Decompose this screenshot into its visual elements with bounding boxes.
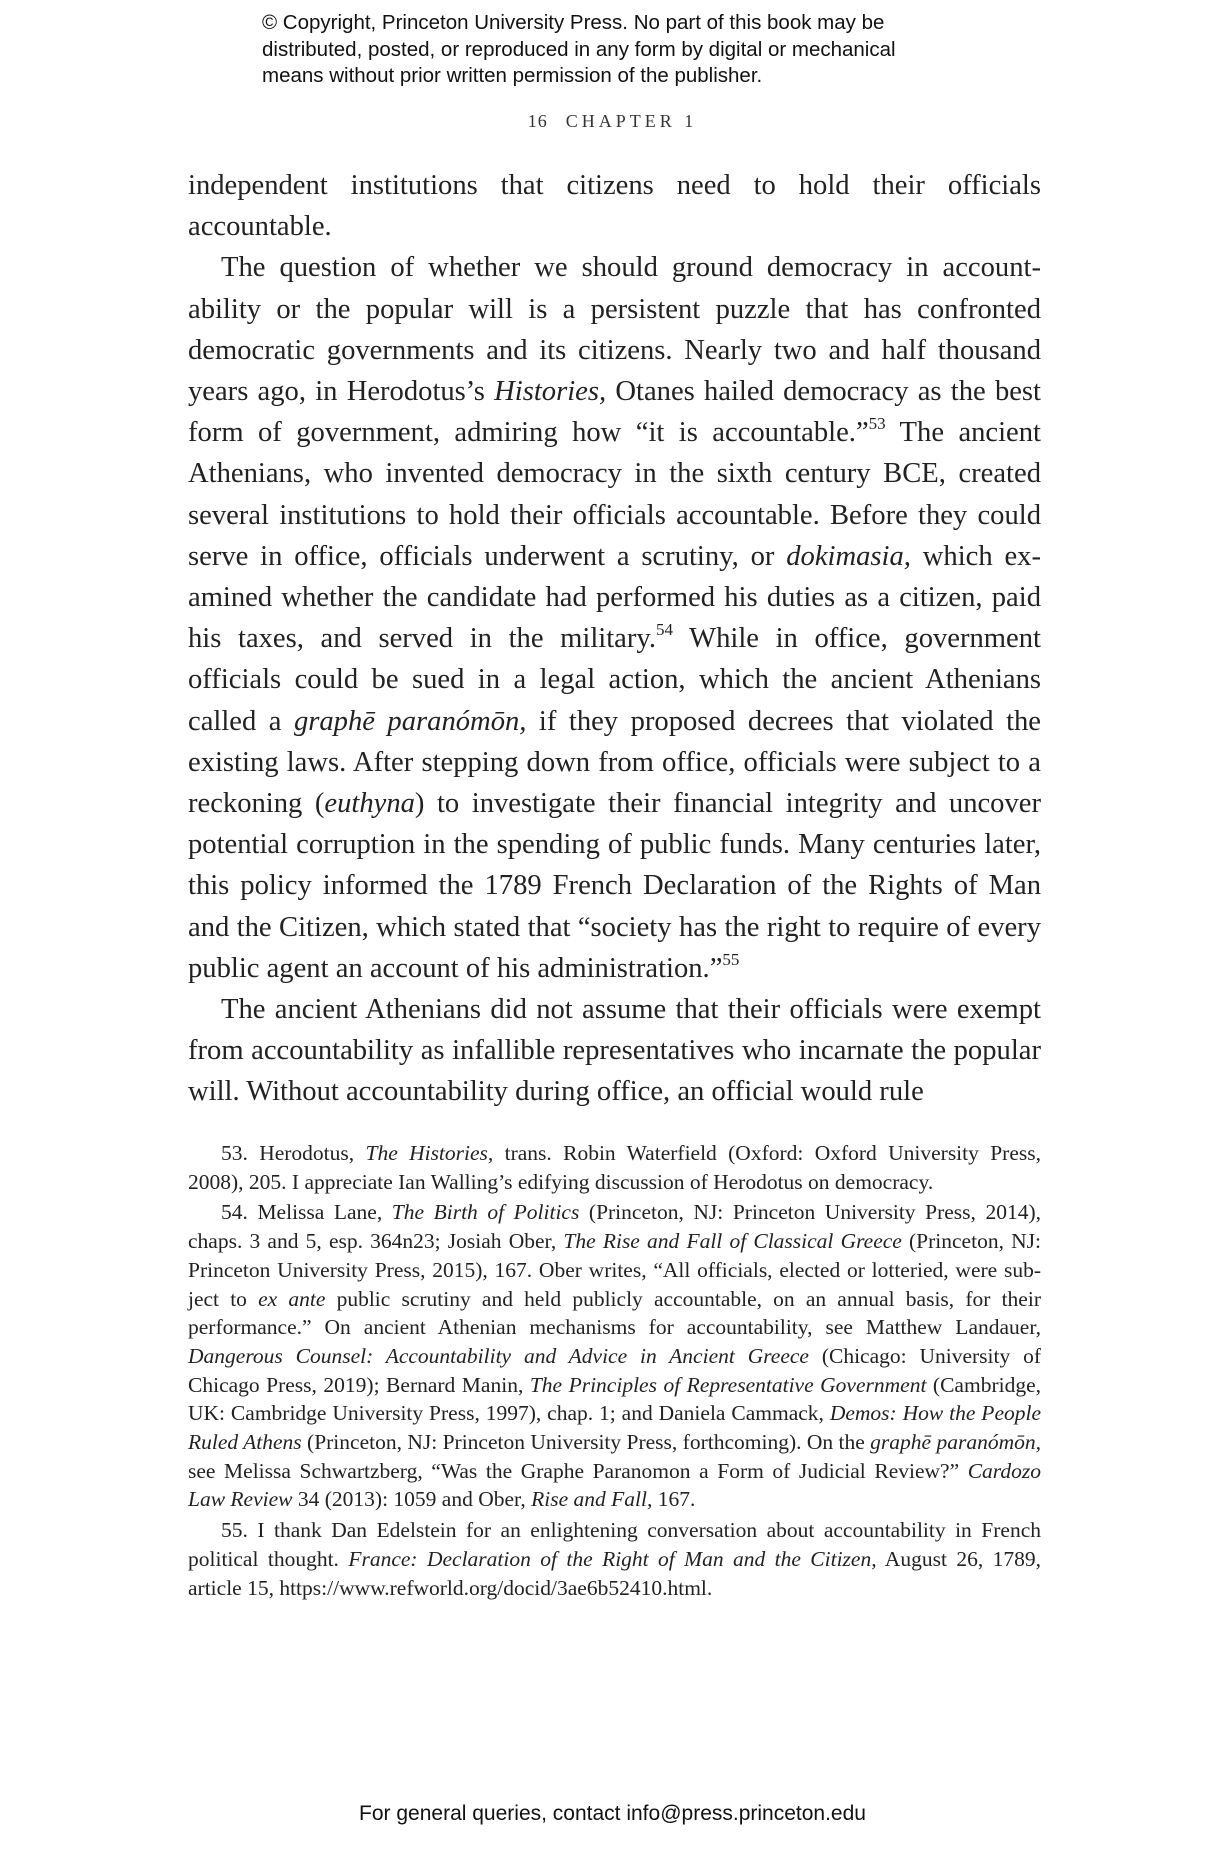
footnote-55: 55. I thank Dan Edelstein for an enlightening conversation about accountability in French political thought. France: Declaration of the Right of Man and the Citizen, August 26, 1789, article 15, https://www.refworld.org/docid/3ae6b52410.html. xyxy=(188,1518,1041,1600)
paragraph: The ancient Athenians did not assume that their officials were exempt from accountability as infallible representatives who incarnate the popular will. Without accountability during office, an official would rule xyxy=(188,994,1041,1108)
footnotes xyxy=(188,1139,1041,1604)
copyright-line: means without prior written permission of the publisher. xyxy=(262,64,763,87)
chapter-label: CHAPTER 1 xyxy=(565,111,698,131)
footer-contact: For general queries, contact info@press.princeton.edu xyxy=(359,1802,866,1825)
footnote-ref-54[interactable]: 54 xyxy=(655,620,673,640)
footnote-ref-55[interactable]: 55 xyxy=(722,949,740,969)
italic-term: graphē paranómōn, xyxy=(293,705,527,737)
copyright-line: distributed, posted, or reproduced in any form by digital or mechanical xyxy=(262,37,896,61)
paragraph: The question of whether we should ground democracy in accountability or the popular will is a persistent puzzle that has confronted democratic governments and its citizens. Nearly two and half thousand years ago, in Herodotus’s Histories, Otanes hailed democracy as the best form of government, admiring how “it is accountable.”$^{53}$ The ancient Athenians, who invented democracy in the sixth century BCE, created several institutions to hold their officials accountable. Before they could serve in office, officials underwent a scrutiny, or dokimasia, which examined whether the candidate had performed his duties as a citizen, paid his taxes, and served in the military.$^{54}$ While in office, government officials could be sued in a legal action, which the ancient Athenians called a graphē paranómōn, if they proposed decrees that violated the existing laws. After stepping down from office, officials were subject to a reckoning (euthyna) to investigate their financial integrity and uncover potential corruption in the spending of public funds. Many centuries later, this policy informed the 1789 French Declaration of the Rights of Man and the Citizen, which stated that “society has the right to require of every public agent an account of his administration.”$^{55}$ xyxy=(188,252,1042,984)
copyright-notice xyxy=(262,10,982,90)
italic-term: dokimasia, xyxy=(786,540,911,572)
footnote-ref-53[interactable]: 53 xyxy=(868,414,886,434)
page-number: 16 xyxy=(527,111,548,131)
italic-title: Histories, xyxy=(494,376,607,408)
running-head xyxy=(0,111,1225,132)
main-text xyxy=(188,165,1041,1113)
italic-term: euthyna xyxy=(324,788,415,820)
footnote-54: 54. Melissa Lane, The Birth of Politics (Princeton, NJ: Princeton University Press, 2014), chaps. 3 and 5, esp. 364n23; Josiah Ober, The Rise and Fall of Classical Greece (Princeton, NJ: Princeton University Press, 2015), 167. Ober writes, “All officials, elected or lotteried, were subject to ex ante public scrutiny and held publicly accountable, on an annual basis, for their performance.” On ancient Athenian mechanisms for accountability, see Matthew Landauer, Dangerous Counsel: Accountability and Advice in Ancient Greece (Chicago: University of Chicago Press, 2019); Bernard Manin, The Principles of Representative Government (Cambridge, UK: Cambridge University Press, 1997), chap. 1; and Daniela Cammack, Demos: How the People Ruled Athens (Princeton, NJ: Princeton University Press, forthcoming). On the graphē paranómōn, see Melissa Schwartzberg, “Was the Graphe Paranomon a Form of Judicial Review?” Cardozo Law Review 34 (2013): 1059 and Ober, Rise and Fall, 167. xyxy=(188,1200,1041,1512)
copyright-line: © Copyright, Princeton University Press. No part of this book may be xyxy=(262,11,885,34)
footnote-53: 53. Herodotus, The Histories, trans. Robin Waterfield (Oxford: Oxford University Press, 2008), 205. I appreciate Ian Walling’s edifying discussion of Herodotus on democracy. xyxy=(188,1141,1041,1194)
paragraph: independent institutions that citizens need to hold their officials accountable. xyxy=(188,170,1041,243)
